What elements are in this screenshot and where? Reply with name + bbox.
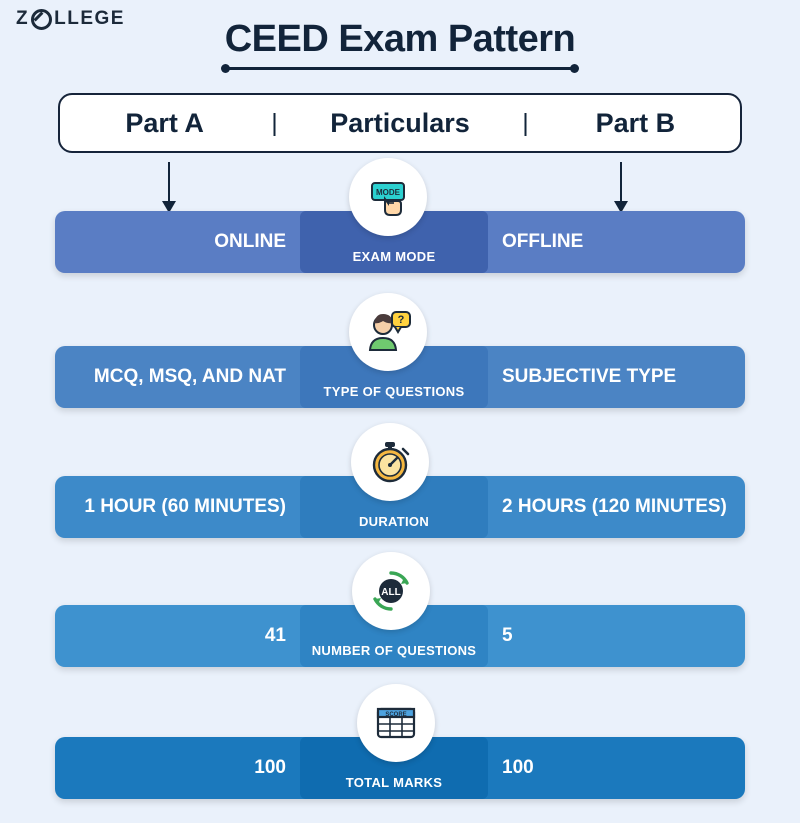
title-underline bbox=[225, 67, 576, 70]
all-questions-icon bbox=[352, 552, 430, 630]
stopwatch-icon bbox=[351, 423, 429, 501]
row-part-a-value: ONLINE bbox=[214, 231, 286, 252]
page-title-container bbox=[0, 18, 800, 70]
question-person-icon bbox=[349, 293, 427, 371]
row-label: EXAM MODE bbox=[300, 211, 488, 273]
page-title-text: CEED Exam Pattern bbox=[224, 18, 576, 60]
row-part-a-value: 100 bbox=[254, 757, 286, 778]
header-particulars: Particulars bbox=[330, 107, 470, 138]
svg-text:SCORE: SCORE bbox=[385, 712, 407, 718]
header-separator-left: | bbox=[271, 108, 278, 137]
row-part-b-value: 5 bbox=[502, 625, 513, 646]
row-label: TOTAL MARKS bbox=[300, 737, 488, 799]
row-part-b-value: 100 bbox=[502, 757, 534, 778]
brand-name-after: LLEGE bbox=[54, 8, 125, 29]
row-part-b-value: SUBJECTIVE TYPE bbox=[502, 366, 677, 387]
svg-text:ALL: ALL bbox=[381, 587, 401, 598]
exam-mode-icon bbox=[349, 158, 427, 236]
row-part-a-value: 41 bbox=[264, 625, 286, 646]
svg-text:?: ? bbox=[397, 314, 405, 326]
table-header bbox=[58, 93, 742, 153]
page-title bbox=[225, 18, 576, 70]
arrow-part-b-icon bbox=[620, 162, 622, 202]
row-label: NUMBER OF QUESTIONS bbox=[300, 605, 488, 667]
header-part-b: Part B bbox=[595, 107, 676, 138]
row-label: DURATION bbox=[300, 476, 488, 538]
row-part-a-value: MCQ, MSQ, AND NAT bbox=[93, 366, 286, 387]
arrow-part-a-icon bbox=[168, 162, 170, 202]
row-part-a-value: 1 HOUR (60 MINUTES) bbox=[84, 496, 286, 517]
brand-name-before: Z bbox=[16, 8, 30, 29]
row-part-b-value: 2 HOURS (120 MINUTES) bbox=[502, 496, 727, 517]
header-part-a: Part A bbox=[125, 107, 204, 138]
svg-text:MODE: MODE bbox=[376, 188, 400, 197]
header-separator-right: | bbox=[522, 108, 529, 137]
row-part-b-value: OFFLINE bbox=[502, 231, 584, 252]
scorecard-icon bbox=[357, 684, 435, 762]
row-label: TYPE OF QUESTIONS bbox=[300, 346, 488, 408]
